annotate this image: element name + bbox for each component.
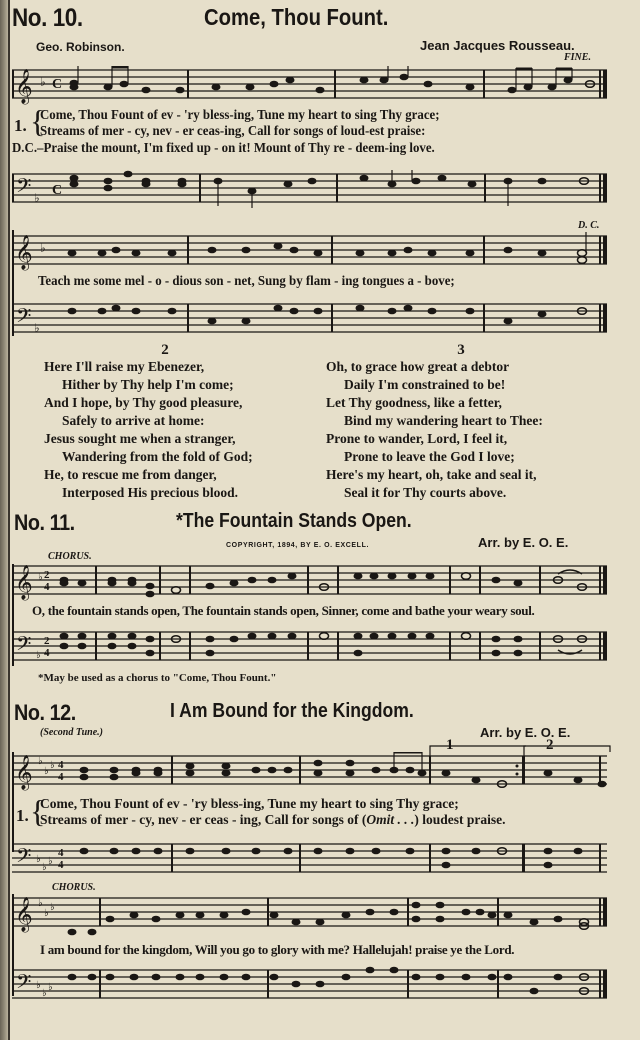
hymn-12-number: No. 12. — [14, 700, 76, 725]
svg-text:𝄞: 𝄞 — [15, 898, 33, 931]
hymn-11-copyright: COPYRIGHT, 1894, BY E. O. EXCELL. — [226, 542, 369, 549]
hymn-10-verse-1-line-2: Streams of mer - cy, nev - er ceas-ing, Call for songs of loud-est praise: — [40, 124, 426, 139]
hymn-12-verse-number: 1. — [16, 806, 29, 825]
ending-1-label: 1 — [446, 737, 454, 753]
svg-text:𝄢: 𝄢 — [16, 306, 32, 332]
hymn-12-chorus-treble-staff — [12, 894, 612, 931]
hymn-11-bass-staff — [12, 628, 612, 660]
svg-text:♭: ♭ — [44, 766, 49, 777]
svg-text:♭: ♭ — [38, 756, 43, 767]
svg-text:♭: ♭ — [48, 856, 53, 867]
hymn-10-title: Come, Thou Fount. — [204, 4, 389, 30]
stanza-2: Here I'll raise my Ebenezer, Hither by Thy help I'm come; And I hope, by Thy good pleasure, Safely to arrive at home: Jesus sought me when a stranger, Wandering from the fold of God; He, to rescue me from danger, Interposed His precious blood. — [44, 359, 253, 500]
svg-text:𝄢: 𝄢 — [16, 846, 32, 872]
stanza-3-number: 3 — [457, 342, 465, 358]
verse-brace: { — [30, 103, 46, 139]
hymn-11-chorus-label: CHORUS. — [48, 551, 92, 562]
svg-text:𝄢: 𝄢 — [16, 176, 32, 202]
dc-mark: D. C. — [578, 220, 600, 231]
hymn-11-lyrics: O, the fountain stands open, The fountain stands open, Sinner, come and bathe your weary soul. — [32, 603, 535, 618]
hymn-12-subtitle: (Second Tune.) — [40, 727, 103, 738]
svg-text:♭: ♭ — [36, 980, 41, 991]
svg-text:𝄢: 𝄢 — [16, 972, 32, 998]
hymn-11-arranger: Arr. by E. O. E. — [478, 535, 569, 550]
svg-text:𝄞: 𝄞 — [15, 566, 33, 599]
svg-text:♭: ♭ — [40, 241, 46, 255]
hymn-10-composer: Jean Jacques Rousseau. — [420, 38, 575, 53]
hymn-12-chorus-lyrics: I am bound for the kingdom, Will you go to glory with me? Hallelujah! praise ye the Lord. — [40, 942, 515, 957]
hymn-12-chorus-label: CHORUS. — [52, 882, 96, 893]
hymn-12-title: I Am Bound for the Kingdom. — [170, 700, 414, 722]
svg-text:♭: ♭ — [50, 760, 55, 771]
hymn-12-arranger: Arr. by E. O. E. — [480, 725, 571, 740]
svg-text:𝄢: 𝄢 — [16, 634, 32, 660]
hymn-12-treble-staff — [12, 752, 612, 789]
stanza-3: Oh, to grace how great a debtor Daily I'm constrained to be! Let Thy goodness, like a fetter, Bind my wandering heart to Thee: Prone to wander, Lord, I feel it, Prone to leave the God I love; Here's my heart, oh, take and seal it, Seal it for Thy courts above. — [326, 359, 543, 500]
hymn-11-treble-staff — [12, 562, 612, 599]
svg-text:4: 4 — [58, 847, 64, 859]
svg-text:♭: ♭ — [48, 982, 53, 993]
hymn-10-verse-1-line-1: Come, Thou Fount of ev - 'ry bless-ing, Tune my heart to sing Thy grace; — [40, 108, 440, 123]
svg-text:4: 4 — [44, 581, 50, 593]
svg-text:4: 4 — [44, 647, 50, 659]
svg-text:♭: ♭ — [42, 988, 47, 999]
page-spine-line — [8, 0, 10, 1040]
hymn-12-verse-1-line-2: Streams of mer - cy, nev - er ceas - ing, Call for songs of (Omit . . .) loudest praise. — [40, 812, 506, 827]
svg-text:♭: ♭ — [36, 854, 41, 865]
svg-text:♭: ♭ — [38, 572, 43, 583]
hymn-12-bass-staff — [12, 840, 612, 872]
hymn-10-bass-staff-2 — [12, 300, 612, 335]
hymn-10-dc-line: D.C.–Praise the mount, I'm fixed up - on it! Mount of Thy re - deem-ing love. — [12, 141, 435, 156]
svg-text:𝄞: 𝄞 — [15, 69, 33, 104]
svg-text:♭: ♭ — [40, 75, 46, 89]
svg-text:𝄞: 𝄞 — [15, 756, 33, 789]
fine-mark: FINE. — [564, 52, 591, 63]
svg-text:♭: ♭ — [36, 650, 41, 661]
hymn-10-verse-number: 1. — [14, 116, 27, 135]
hymn-11-number: No. 11. — [14, 510, 75, 535]
hymn-10-verse-1-line-4: Teach me some mel - o - dious son - net, Sung by flam - ing tongues a - bove; — [38, 274, 455, 289]
svg-text:𝄞: 𝄞 — [15, 236, 33, 269]
svg-text:4: 4 — [58, 759, 64, 771]
hymn-10-treble-staff-1 — [12, 66, 612, 104]
omit-instruction: Omit . . . — [366, 812, 415, 827]
hymn-10-bass-staff-1 — [12, 170, 612, 205]
svg-text:♭: ♭ — [34, 321, 40, 335]
hymn-12-verse-1-line-1: Come, Thou Fount of ev - 'ry bless-ing, Tune my heart to sing Thy grace; — [40, 796, 459, 811]
svg-text:♭: ♭ — [38, 898, 43, 909]
hymn-11-title: *The Fountain Stands Open. — [176, 510, 412, 532]
svg-text:2: 2 — [44, 635, 50, 647]
svg-text:C: C — [52, 183, 63, 198]
hymn-10-lyricist: Geo. Robinson. — [36, 40, 125, 54]
stanza-2-number: 2 — [161, 342, 169, 358]
svg-text:4: 4 — [58, 771, 64, 783]
svg-text:C: C — [52, 77, 63, 92]
ending-2-label: 2 — [546, 737, 554, 753]
svg-text:4: 4 — [58, 859, 64, 871]
hymn-10-number: No. 10. — [12, 4, 83, 32]
svg-text:♭: ♭ — [34, 191, 40, 205]
svg-text:♭: ♭ — [50, 902, 55, 913]
svg-text:♭: ♭ — [44, 908, 49, 919]
hymn-11-footnote: *May be used as a chorus to "Come, Thou Fount." — [38, 672, 277, 684]
verse-brace: { — [30, 793, 46, 829]
hymn-10-treble-staff-2 — [12, 232, 612, 269]
svg-text:2: 2 — [44, 569, 50, 581]
hymn-12-chorus-bass-staff — [12, 966, 612, 998]
svg-text:♭: ♭ — [42, 862, 47, 873]
